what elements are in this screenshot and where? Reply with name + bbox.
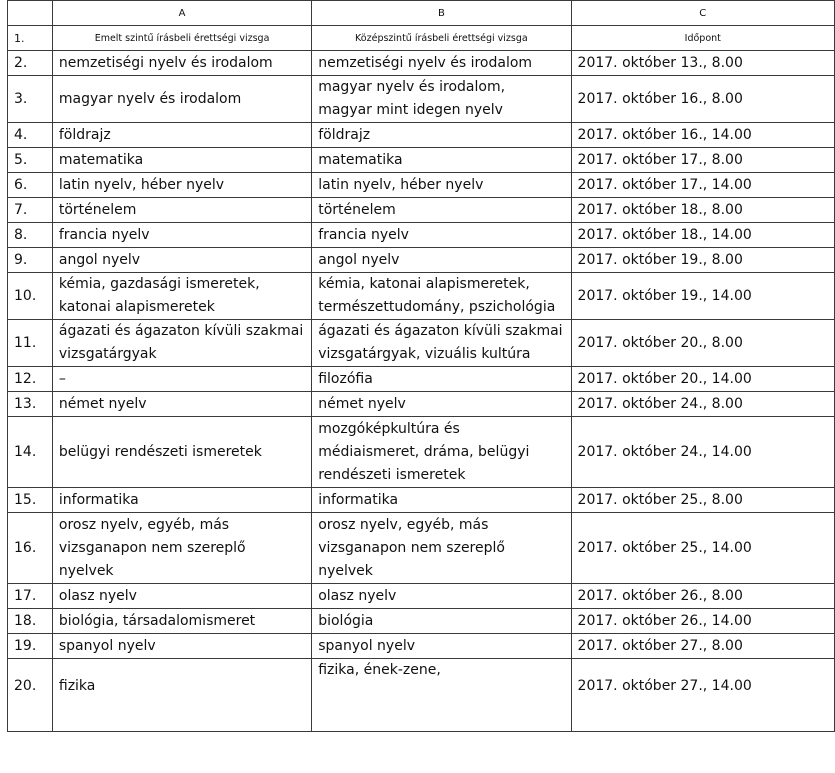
advanced-level-subject-text: történelem bbox=[58, 201, 137, 218]
exam-date-text: 2017. október 25., 8.00 bbox=[577, 491, 743, 508]
row-number-text: 4. bbox=[14, 126, 28, 143]
row-number bbox=[8, 392, 53, 417]
advanced-level-subject bbox=[52, 148, 311, 173]
advanced-level-subject bbox=[52, 634, 311, 659]
row-number-text: 2. bbox=[14, 54, 28, 71]
table-row bbox=[8, 148, 835, 173]
exam-date-text: 2017. október 26., 8.00 bbox=[577, 587, 743, 604]
intermediate-level-subject-text: fizika, ének-zene, bbox=[318, 662, 441, 678]
row-number bbox=[8, 513, 53, 584]
row-number-text: 11. bbox=[14, 334, 37, 351]
row-number-text: 18. bbox=[14, 612, 37, 629]
intermediate-level-subject bbox=[312, 417, 571, 488]
intermediate-level-subject bbox=[312, 634, 571, 659]
advanced-level-subject-text: informatika bbox=[58, 491, 139, 508]
intermediate-level-subject bbox=[312, 76, 571, 123]
intermediate-level-subject-text: latin nyelv, héber nyelv bbox=[318, 176, 484, 193]
exam-date-text: 2017. október 18., 14.00 bbox=[577, 226, 752, 243]
header-intermediate-level: Középszintű írásbeli érettségi vizsga bbox=[312, 26, 571, 51]
table-row bbox=[8, 51, 835, 76]
table-row bbox=[8, 76, 835, 123]
advanced-level-subject bbox=[52, 392, 311, 417]
row-number bbox=[8, 148, 53, 173]
table-row bbox=[8, 198, 835, 223]
exam-date bbox=[571, 417, 834, 488]
exam-date-text: 2017. október 27., 8.00 bbox=[577, 637, 743, 654]
intermediate-level-subject bbox=[312, 223, 571, 248]
row-number bbox=[8, 273, 53, 320]
exam-date bbox=[571, 123, 834, 148]
advanced-level-subject-text: nemzetiségi nyelv és irodalom bbox=[58, 54, 273, 71]
exam-date-text: 2017. október 25., 14.00 bbox=[577, 539, 752, 556]
intermediate-level-subject bbox=[312, 198, 571, 223]
row-number-text: 13. bbox=[14, 395, 37, 412]
advanced-level-subject-text: magyar nyelv és irodalom bbox=[58, 90, 242, 107]
advanced-level-subject bbox=[52, 609, 311, 634]
row-number bbox=[8, 248, 53, 273]
advanced-level-subject bbox=[52, 76, 311, 123]
advanced-level-subject bbox=[52, 123, 311, 148]
intermediate-level-subject bbox=[312, 513, 571, 584]
intermediate-level-subject-text: ágazati és ágazaton kívüli szakmai vizsgatárgyak, vizuális kultúra bbox=[318, 323, 563, 362]
intermediate-level-subject bbox=[312, 51, 571, 76]
exam-date-text: 2017. október 20., 14.00 bbox=[577, 370, 752, 387]
row-number-text: 9. bbox=[14, 251, 28, 268]
advanced-level-subject bbox=[52, 51, 311, 76]
intermediate-level-subject-text: angol nyelv bbox=[318, 251, 400, 268]
exam-date bbox=[571, 609, 834, 634]
column-letter-c: C bbox=[571, 1, 834, 26]
exam-date bbox=[571, 223, 834, 248]
row-number bbox=[8, 417, 53, 488]
advanced-level-subject bbox=[52, 659, 311, 732]
intermediate-level-subject-text: francia nyelv bbox=[318, 226, 409, 243]
intermediate-level-subject bbox=[312, 248, 571, 273]
row-number-text: 16. bbox=[14, 539, 37, 556]
advanced-level-subject bbox=[52, 248, 311, 273]
intermediate-level-subject-text: német nyelv bbox=[318, 395, 406, 412]
table-row bbox=[8, 488, 835, 513]
exam-date-text: 2017. október 13., 8.00 bbox=[577, 54, 743, 71]
advanced-level-subject bbox=[52, 273, 311, 320]
row-number-text: 5. bbox=[14, 151, 28, 168]
header-date: Időpont bbox=[571, 26, 834, 51]
advanced-level-subject-text: matematika bbox=[58, 151, 144, 168]
advanced-level-subject-text: francia nyelv bbox=[58, 226, 150, 243]
column-letter-blank bbox=[8, 1, 53, 26]
advanced-level-subject bbox=[52, 513, 311, 584]
row-number bbox=[8, 367, 53, 392]
advanced-level-subject bbox=[52, 488, 311, 513]
intermediate-level-subject bbox=[312, 488, 571, 513]
advanced-level-subject-text: orosz nyelv, egyéb, más vizsganapon nem szereplő nyelvek bbox=[58, 516, 246, 579]
row-number bbox=[8, 76, 53, 123]
advanced-level-subject bbox=[52, 320, 311, 367]
table-row bbox=[8, 367, 835, 392]
exam-date bbox=[571, 173, 834, 198]
row-number-text: 6. bbox=[14, 176, 28, 193]
exam-date bbox=[571, 248, 834, 273]
exam-date-text: 2017. október 16., 14.00 bbox=[577, 126, 752, 143]
table-row bbox=[8, 248, 835, 273]
intermediate-level-subject bbox=[312, 148, 571, 173]
exam-date-text: 2017. október 17., 8.00 bbox=[577, 151, 743, 168]
table-row bbox=[8, 320, 835, 367]
row-number-text: 15. bbox=[14, 491, 37, 508]
table-row bbox=[8, 173, 835, 198]
header-advanced-level: Emelt szintű írásbeli érettségi vizsga bbox=[52, 26, 311, 51]
row-number bbox=[8, 173, 53, 198]
row-number-text: 14. bbox=[14, 443, 37, 460]
table-row bbox=[8, 417, 835, 488]
row-number bbox=[8, 488, 53, 513]
advanced-level-subject bbox=[52, 417, 311, 488]
row-number bbox=[8, 223, 53, 248]
row-number bbox=[8, 634, 53, 659]
exam-date bbox=[571, 198, 834, 223]
row-number-text: 10. bbox=[14, 287, 37, 304]
intermediate-level-subject bbox=[312, 659, 571, 732]
intermediate-level-subject bbox=[312, 367, 571, 392]
intermediate-level-subject bbox=[312, 123, 571, 148]
advanced-level-subject-text: belügyi rendészeti ismeretek bbox=[58, 443, 262, 460]
exam-date-text: 2017. október 24., 8.00 bbox=[577, 395, 743, 412]
exam-date bbox=[571, 392, 834, 417]
row-number-text: 7. bbox=[14, 201, 28, 218]
exam-date-text: 2017. október 20., 8.00 bbox=[577, 334, 743, 351]
intermediate-level-subject-text: történelem bbox=[318, 201, 396, 218]
exam-date bbox=[571, 367, 834, 392]
exam-date-text: 2017. október 27., 14.00 bbox=[577, 678, 752, 694]
intermediate-level-subject-text: biológia bbox=[318, 612, 374, 629]
table-row bbox=[8, 392, 835, 417]
row-number-text: 20. bbox=[14, 678, 37, 694]
advanced-level-subject-text: biológia, társadalomismeret bbox=[58, 612, 256, 629]
column-letter-row bbox=[8, 1, 835, 26]
row-number-text: 19. bbox=[14, 637, 37, 654]
intermediate-level-subject-text: kémia, katonai alapismeretek, természettudomány, pszichológia bbox=[318, 276, 556, 315]
exam-date-text: 2017. október 19., 8.00 bbox=[577, 251, 743, 268]
table-row bbox=[8, 513, 835, 584]
row-number bbox=[8, 51, 53, 76]
intermediate-level-subject-text: filozófia bbox=[318, 370, 373, 387]
exam-date bbox=[571, 659, 834, 732]
exam-date-text: 2017. október 18., 8.00 bbox=[577, 201, 743, 218]
advanced-level-subject bbox=[52, 584, 311, 609]
advanced-level-subject bbox=[52, 173, 311, 198]
header-row-number: 1. bbox=[8, 26, 53, 51]
exam-date-text: 2017. október 17., 14.00 bbox=[577, 176, 752, 193]
intermediate-level-subject-text: olasz nyelv bbox=[318, 587, 397, 604]
row-number-text: 12. bbox=[14, 370, 37, 387]
exam-date bbox=[571, 76, 834, 123]
row-number-text: 17. bbox=[14, 587, 37, 604]
advanced-level-subject-text: angol nyelv bbox=[58, 251, 141, 268]
column-letter-b: B bbox=[312, 1, 571, 26]
row-number-text: 3. bbox=[14, 90, 28, 107]
column-header-row bbox=[8, 26, 835, 51]
table-row bbox=[8, 123, 835, 148]
intermediate-level-subject bbox=[312, 173, 571, 198]
advanced-level-subject-text: német nyelv bbox=[58, 395, 147, 412]
advanced-level-subject-text: – bbox=[58, 370, 66, 387]
table-row bbox=[8, 659, 835, 732]
exam-date bbox=[571, 584, 834, 609]
exam-schedule-table bbox=[7, 0, 835, 732]
intermediate-level-subject-text: magyar nyelv és irodalom, magyar mint idegen nyelv bbox=[318, 79, 506, 118]
exam-date bbox=[571, 273, 834, 320]
advanced-level-subject-text: ágazati és ágazaton kívüli szakmai vizsgatárgyak bbox=[58, 323, 304, 362]
exam-date bbox=[571, 488, 834, 513]
row-number bbox=[8, 584, 53, 609]
exam-date bbox=[571, 51, 834, 76]
intermediate-level-subject bbox=[312, 392, 571, 417]
table-row bbox=[8, 584, 835, 609]
intermediate-level-subject-text: nemzetiségi nyelv és irodalom bbox=[318, 54, 533, 71]
intermediate-level-subject bbox=[312, 584, 571, 609]
intermediate-level-subject-text: informatika bbox=[318, 491, 399, 508]
advanced-level-subject-text: spanyol nyelv bbox=[58, 637, 156, 654]
exam-date bbox=[571, 148, 834, 173]
exam-date-text: 2017. október 26., 14.00 bbox=[577, 612, 752, 629]
intermediate-level-subject-text: mozgóképkultúra és médiaismeret, dráma, belügyi rendészeti ismeretek bbox=[318, 420, 530, 483]
row-number bbox=[8, 659, 53, 732]
row-number bbox=[8, 198, 53, 223]
column-letter-a: A bbox=[52, 1, 311, 26]
intermediate-level-subject-text: orosz nyelv, egyéb, más vizsganapon nem szereplő nyelvek bbox=[318, 516, 505, 579]
advanced-level-subject bbox=[52, 367, 311, 392]
advanced-level-subject bbox=[52, 198, 311, 223]
row-number bbox=[8, 123, 53, 148]
exam-date bbox=[571, 320, 834, 367]
intermediate-level-subject-text: matematika bbox=[318, 151, 403, 168]
intermediate-level-subject bbox=[312, 273, 571, 320]
advanced-level-subject-text: olasz nyelv bbox=[58, 587, 137, 604]
exam-date bbox=[571, 513, 834, 584]
advanced-level-subject-text: fizika bbox=[58, 678, 96, 694]
table-row bbox=[8, 634, 835, 659]
intermediate-level-subject-text: spanyol nyelv bbox=[318, 637, 415, 654]
row-number bbox=[8, 320, 53, 367]
advanced-level-subject-text: latin nyelv, héber nyelv bbox=[58, 176, 225, 193]
exam-date-text: 2017. október 24., 14.00 bbox=[577, 443, 752, 460]
advanced-level-subject bbox=[52, 223, 311, 248]
row-number-text: 8. bbox=[14, 226, 28, 243]
advanced-level-subject-text: kémia, gazdasági ismeretek, katonai alapismeretek bbox=[58, 276, 260, 315]
intermediate-level-subject bbox=[312, 320, 571, 367]
intermediate-level-subject bbox=[312, 609, 571, 634]
row-number bbox=[8, 609, 53, 634]
table-row bbox=[8, 223, 835, 248]
intermediate-level-subject-text: földrajz bbox=[318, 126, 371, 143]
exam-date bbox=[571, 634, 834, 659]
exam-date-text: 2017. október 19., 14.00 bbox=[577, 287, 752, 304]
advanced-level-subject-text: földrajz bbox=[58, 126, 111, 143]
exam-date-text: 2017. október 16., 8.00 bbox=[577, 90, 743, 107]
table-row bbox=[8, 273, 835, 320]
table-row bbox=[8, 609, 835, 634]
